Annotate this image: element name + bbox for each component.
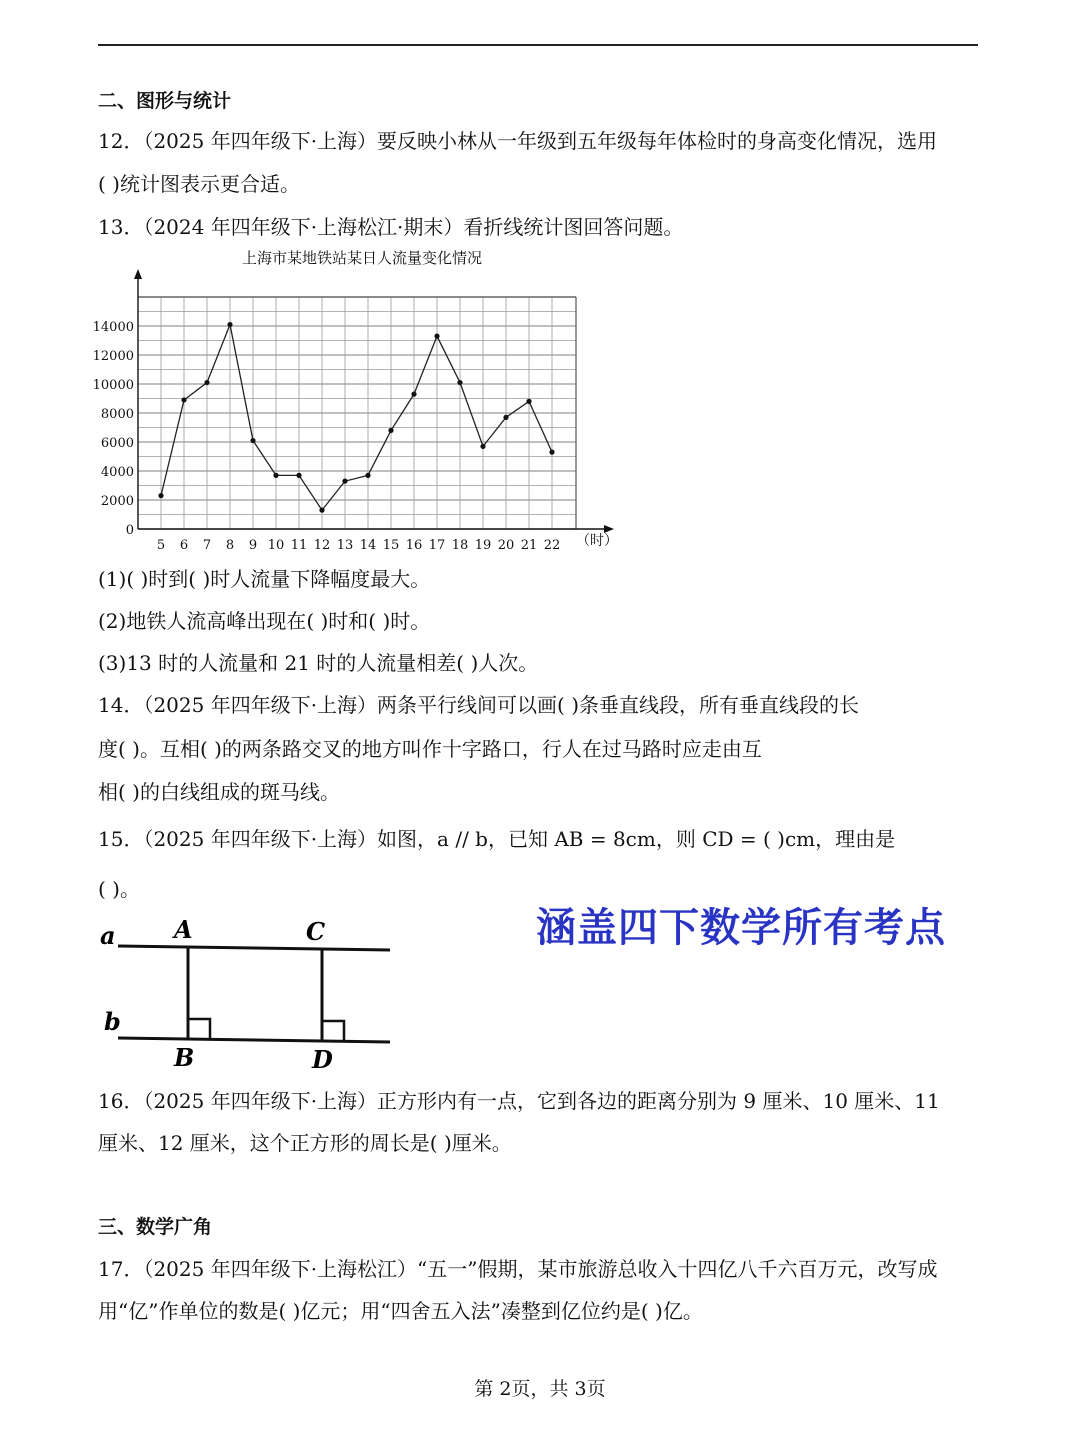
- q14-line-2: 度( )。互相( )的两条路交叉的地方叫作十字路口，行人在过马路时应走由互: [98, 737, 762, 761]
- y-tick-label: 6000: [100, 436, 134, 451]
- x-tick-label: 20: [497, 538, 515, 553]
- x-axis-unit-label: （时）: [576, 533, 618, 549]
- data-point: [273, 473, 278, 478]
- label-A: A: [174, 915, 193, 944]
- label-C: C: [306, 917, 326, 946]
- q16-line-2: 厘米、12 厘米，这个正方形的周长是( )厘米。: [98, 1131, 512, 1155]
- data-point: [250, 438, 255, 443]
- q12-line-1: 12．（2025 年四年级下·上海）要反映小林从一年级到五年级每年体检时的身高变化情况，选用: [98, 129, 938, 153]
- series-polyline: [161, 325, 552, 511]
- page-footer: 第 2页，共 3页: [474, 1378, 606, 1400]
- q17-line-1: 17．（2025 年四年级下·上海松江）“五一”假期，某市旅游总收入十四亿八千六百万元，改写成: [98, 1257, 938, 1281]
- data-point: [181, 397, 186, 402]
- x-tick-label: 12: [313, 538, 331, 553]
- data-point: [434, 334, 439, 339]
- y-tick-labels: [93, 320, 134, 538]
- q17-line-2: 用“亿”作单位的数是( )亿元；用“四舍五入法”凑整到亿位约是( )亿。: [98, 1299, 703, 1323]
- data-point: [158, 493, 163, 498]
- data-point: [319, 508, 324, 513]
- x-tick-label: 6: [179, 538, 189, 553]
- y-tick-label: 14000: [92, 320, 134, 335]
- q12-line-2: ( )统计图表示更合适。: [98, 172, 300, 196]
- label-b: b: [104, 1007, 121, 1036]
- y-tick-label: 10000: [92, 378, 134, 393]
- data-point: [365, 473, 370, 478]
- data-point: [503, 415, 508, 420]
- line-b: [118, 1038, 390, 1042]
- series-line: [158, 322, 554, 513]
- x-axis-arrow: [604, 525, 614, 533]
- label-a: a: [100, 921, 116, 950]
- right-angle-mark-D: [322, 1021, 344, 1041]
- top-rule: [98, 44, 978, 46]
- data-point: [526, 399, 531, 404]
- x-tick-label: 8: [225, 538, 235, 553]
- x-tick-label: 11: [290, 538, 308, 553]
- x-tick-label: 14: [359, 538, 377, 553]
- x-tick-label: 5: [156, 538, 166, 553]
- chart-title: 上海市某地铁站某日人流量变化情况: [241, 249, 483, 267]
- q13-sub-3: (3)13 时的人流量和 21 时的人流量相差( )人次。: [98, 651, 539, 675]
- x-tick-label: 18: [451, 538, 469, 553]
- q14-line-3: 相( )的白线组成的斑马线。: [98, 780, 340, 804]
- right-angle-mark-B: [188, 1019, 210, 1039]
- x-tick-label: 10: [267, 538, 285, 553]
- chart-grid: [138, 297, 576, 529]
- y-tick-label: 2000: [100, 494, 134, 509]
- x-tick-label: 16: [405, 538, 423, 553]
- parallel-lines-figure: [98, 912, 398, 1072]
- data-point: [457, 380, 462, 385]
- y-tick-label: 4000: [100, 465, 134, 480]
- line-a: [118, 946, 390, 950]
- y-tick-label: 0: [125, 523, 134, 538]
- x-tick-label: 17: [428, 538, 446, 553]
- x-tick-label: 9: [248, 538, 258, 553]
- q13-line-1: 13．（2024 年四年级下·上海松江·期末）看折线统计图回答问题。: [98, 215, 684, 239]
- data-point: [204, 380, 209, 385]
- q13-sub-2: (2)地铁人流高峰出现在( )时和( )时。: [98, 609, 431, 633]
- data-point: [227, 322, 232, 327]
- q16-line-1: 16．（2025 年四年级下·上海）正方形内有一点，它到各边的距离分别为 9 厘米、10 厘米、11: [98, 1089, 940, 1113]
- x-tick-label: 19: [474, 538, 492, 553]
- y-tick-label: 8000: [100, 407, 134, 422]
- data-point: [388, 428, 393, 433]
- x-tick-label: 21: [520, 538, 538, 553]
- x-tick-label: 7: [202, 538, 212, 553]
- q14-line-1: 14．（2025 年四年级下·上海）两条平行线间可以画( )条垂直线段，所有垂直线段的长: [98, 693, 860, 717]
- data-point: [296, 473, 301, 478]
- section-title-math-corner: 三、数学广角: [98, 1216, 213, 1238]
- q15-line-2: ( )。: [98, 877, 140, 901]
- x-tick-label: 15: [382, 538, 400, 553]
- line-chart: [90, 245, 650, 555]
- chart-axes: [134, 269, 614, 533]
- data-point: [549, 450, 554, 455]
- section-title-graphics-statistics: 二、图形与统计: [98, 90, 232, 112]
- x-tick-label: 22: [543, 538, 561, 553]
- label-D: D: [312, 1045, 333, 1072]
- promo-banner: 涵盖四下数学所有考点: [536, 905, 946, 951]
- label-B: B: [174, 1043, 195, 1072]
- x-tick-label: 13: [336, 538, 354, 553]
- data-point: [342, 479, 347, 484]
- q13-sub-1: (1)( )时到( )时人流量下降幅度最大。: [98, 567, 431, 591]
- y-axis-arrow: [134, 269, 142, 279]
- q15-line-1: 15．（2025 年四年级下·上海）如图，a // b，已知 AB = 8cm，则 CD = ( )cm，理由是: [98, 827, 896, 851]
- data-point: [480, 444, 485, 449]
- x-tick-labels: [157, 538, 560, 553]
- y-tick-label: 12000: [92, 349, 134, 364]
- data-point: [411, 392, 416, 397]
